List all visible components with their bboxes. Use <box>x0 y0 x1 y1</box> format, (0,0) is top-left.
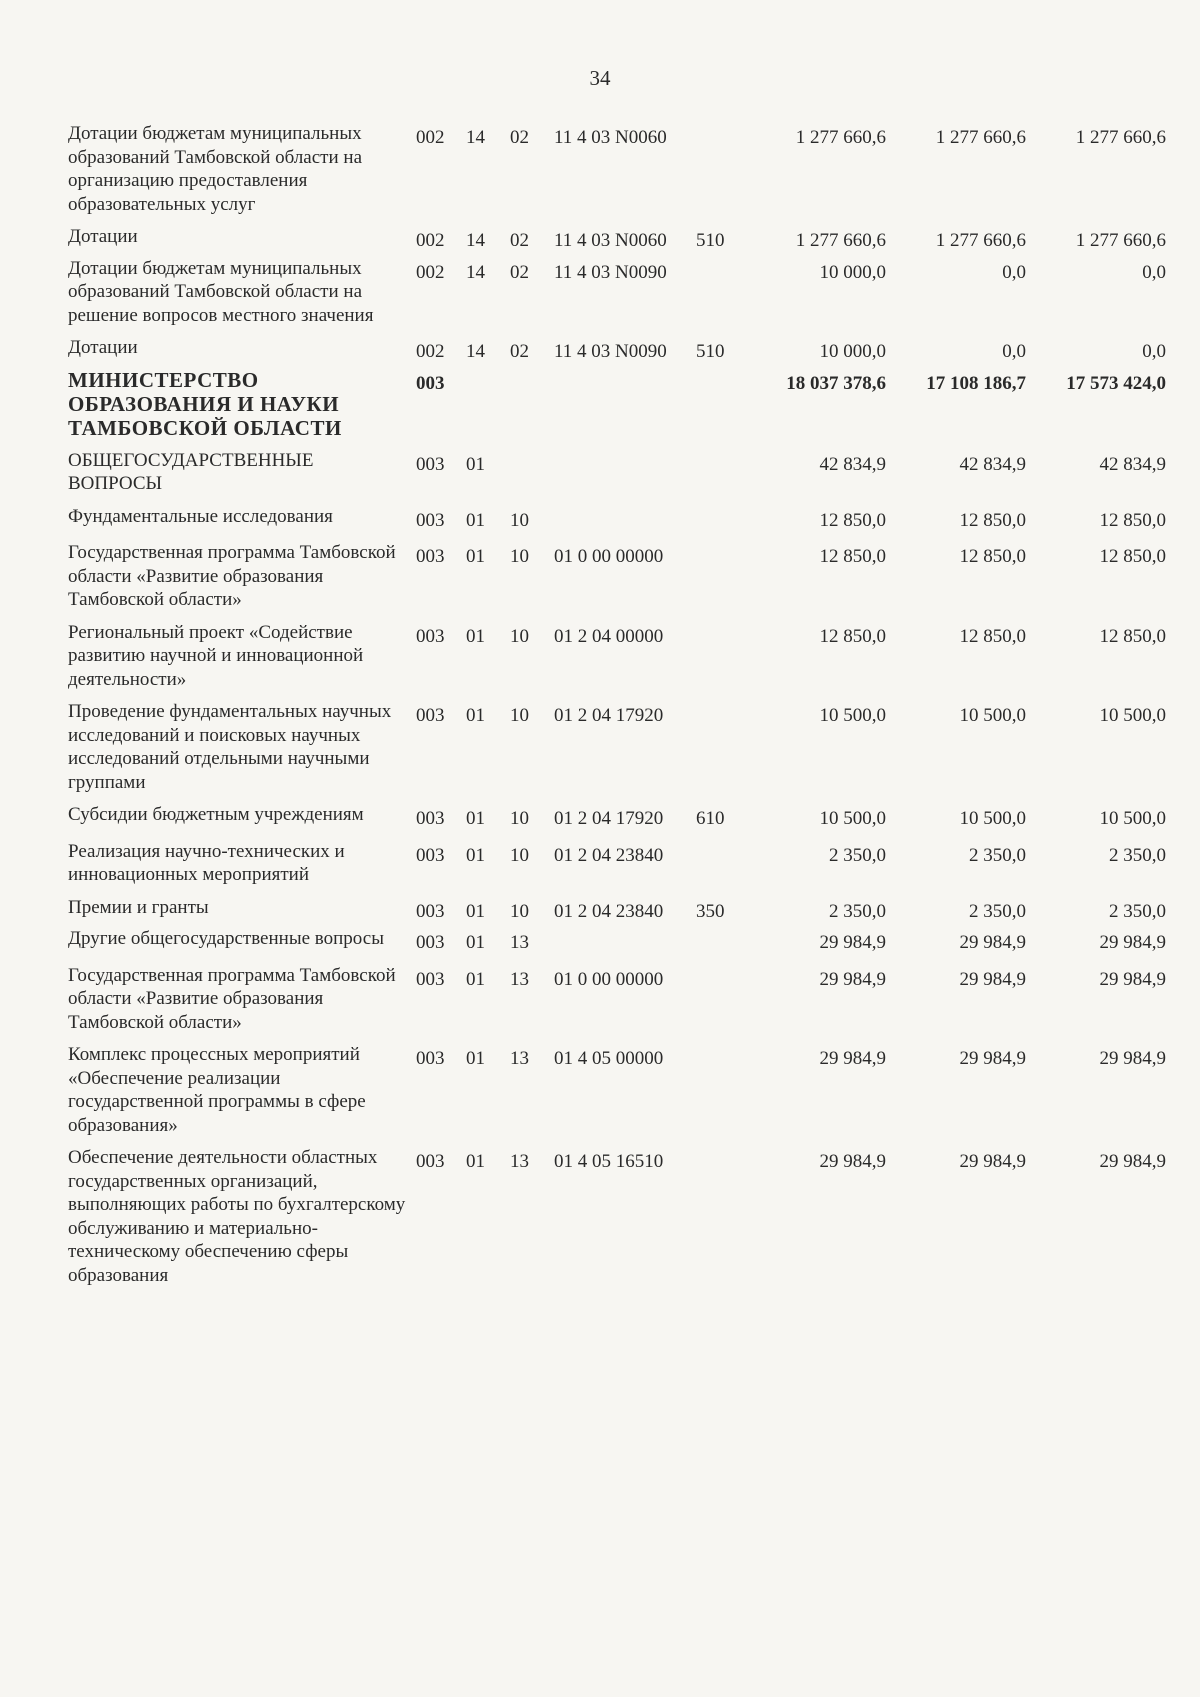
row-target-article: 01 2 04 00000 <box>554 625 664 647</box>
row-grbs: 002 <box>416 230 445 251</box>
row-target-article <box>554 449 696 505</box>
row-section: 14 <box>466 230 485 251</box>
row-section: 01 <box>466 932 485 953</box>
row-target-article: 11 4 03 N0090 <box>554 261 667 283</box>
row-amount-3: 1 277 660,6 <box>1075 230 1166 251</box>
row-grbs: 003 <box>416 546 445 567</box>
row-amount-2: 12 850,0 <box>959 625 1026 647</box>
row-grbs: 003 <box>416 968 445 990</box>
row-amount-1: 18 037 378,6 <box>786 372 886 394</box>
row-amount-3: 2 350,0 <box>1109 900 1166 922</box>
row-amount-1: 29 984,9 <box>819 932 886 953</box>
row-amount-3: 12 850,0 <box>1099 546 1166 567</box>
row-amount-2: 2 350,0 <box>969 900 1026 922</box>
row-amount-1: 10 500,0 <box>819 808 886 829</box>
row-subsection <box>510 368 554 449</box>
row-amount-3: 0,0 <box>1142 341 1166 362</box>
budget-table <box>68 122 1166 1296</box>
table-row <box>68 621 1166 701</box>
row-name: МИНИСТЕРСТВО ОБРАЗОВАНИЯ И НАУКИ ТАМБОВСКОЙ ОБЛАСТИ <box>68 367 342 440</box>
row-name: ОБЩЕГОСУДАРСТВЕННЫЕ ВОПРОСЫ <box>68 449 314 494</box>
table-row <box>68 1043 1166 1146</box>
row-target-article <box>554 505 696 542</box>
row-grbs: 003 <box>416 509 445 531</box>
row-amount-1: 29 984,9 <box>819 1151 886 1172</box>
row-amount-1: 12 850,0 <box>819 625 886 647</box>
row-amount-1: 10 000,0 <box>819 261 886 283</box>
row-amount-2: 0,0 <box>1002 341 1026 362</box>
row-subsection: 10 <box>510 546 529 567</box>
row-target-article: 01 2 04 17920 <box>554 705 664 726</box>
row-name: Государственная программа Тамбовской области «Развитие образования Тамбовской области» <box>68 964 396 1033</box>
row-section: 01 <box>466 625 485 647</box>
row-section: 01 <box>466 1048 485 1069</box>
row-subsection: 10 <box>510 844 529 866</box>
row-amount-1: 2 350,0 <box>829 844 886 866</box>
row-section: 01 <box>466 968 485 990</box>
row-grbs: 003 <box>416 625 445 647</box>
row-amount-3: 29 984,9 <box>1099 932 1166 953</box>
row-amount-1: 2 350,0 <box>829 900 886 922</box>
row-grbs: 003 <box>416 808 445 829</box>
row-target-article: 11 4 03 N0060 <box>554 230 667 251</box>
row-target-article: 11 4 03 N0060 <box>554 127 667 148</box>
row-expense-type <box>696 621 746 701</box>
row-amount-2: 17 108 186,7 <box>926 372 1026 394</box>
row-amount-2: 10 500,0 <box>959 705 1026 726</box>
row-amount-2: 29 984,9 <box>959 932 1026 953</box>
row-subsection <box>510 449 554 505</box>
row-section: 14 <box>466 261 485 283</box>
row-section: 01 <box>466 509 485 531</box>
row-amount-3: 17 573 424,0 <box>1066 372 1166 394</box>
row-amount-2: 42 834,9 <box>959 453 1026 475</box>
row-target-article: 01 0 00 00000 <box>554 968 664 990</box>
row-amount-1: 1 277 660,6 <box>795 127 886 148</box>
table-row <box>68 803 1166 840</box>
table-row-ministry <box>68 368 1166 449</box>
row-section <box>466 368 510 449</box>
row-grbs: 003 <box>416 1151 445 1172</box>
row-amount-3: 42 834,9 <box>1099 453 1166 475</box>
table-row <box>68 700 1166 803</box>
row-amount-2: 0,0 <box>1002 261 1026 283</box>
row-expense-type <box>696 505 746 542</box>
row-section: 01 <box>466 1151 485 1172</box>
row-amount-3: 29 984,9 <box>1099 968 1166 990</box>
row-section: 01 <box>466 844 485 866</box>
row-subsection: 10 <box>510 705 529 726</box>
row-expense-type <box>696 1043 746 1146</box>
row-grbs: 003 <box>416 1048 445 1069</box>
row-section: 01 <box>466 546 485 567</box>
row-name: Фундаментальные исследования <box>68 505 333 527</box>
table-row <box>68 964 1166 1044</box>
row-target-article: 01 2 04 23840 <box>554 900 664 922</box>
row-name: Дотации бюджетам муниципальных образований Тамбовской области на организацию предоставления образовательных услуг <box>68 123 362 215</box>
row-section: 01 <box>466 453 485 475</box>
row-grbs: 002 <box>416 341 445 362</box>
row-expense-type <box>696 449 746 505</box>
row-name: Дотации <box>68 337 138 358</box>
row-amount-3: 29 984,9 <box>1099 1048 1166 1069</box>
page-number: 34 <box>589 66 611 90</box>
row-target-article: 01 2 04 17920 <box>554 808 664 829</box>
row-subsection: 13 <box>510 968 529 990</box>
row-amount-3: 10 500,0 <box>1099 808 1166 829</box>
row-amount-2: 1 277 660,6 <box>935 230 1026 251</box>
row-expense-type <box>696 1146 746 1296</box>
row-target-article: 01 4 05 16510 <box>554 1151 664 1172</box>
row-name: Дотации бюджетам муниципальных образований Тамбовской области на решение вопросов местного значения <box>68 257 374 326</box>
table-row <box>68 927 1166 964</box>
row-grbs: 003 <box>416 453 445 475</box>
row-amount-3: 0,0 <box>1142 261 1166 283</box>
row-grbs: 002 <box>416 127 445 148</box>
row-expense-type <box>696 927 746 964</box>
row-amount-1: 12 850,0 <box>819 546 886 567</box>
row-name: Премии и гранты <box>68 896 209 918</box>
row-subsection: 13 <box>510 1151 529 1172</box>
row-subsection: 10 <box>510 808 529 829</box>
row-grbs: 003 <box>416 932 445 953</box>
row-grbs: 002 <box>416 261 445 283</box>
table-row <box>68 336 1166 368</box>
row-subsection: 10 <box>510 900 529 922</box>
row-subsection: 02 <box>510 127 529 148</box>
row-amount-1: 42 834,9 <box>819 453 886 475</box>
row-subsection: 02 <box>510 261 529 283</box>
row-expense-type <box>696 257 746 337</box>
row-name: Обеспечение деятельности областных государственных организаций, выполняющих работы по бухгалтерскому обслуживанию и материально-техническому обеспечению сферы образования <box>68 1147 406 1286</box>
row-amount-2: 2 350,0 <box>969 844 1026 866</box>
row-subsection: 02 <box>510 230 529 251</box>
row-amount-3: 2 350,0 <box>1109 844 1166 866</box>
table-row <box>68 541 1166 621</box>
row-expense-type <box>696 840 746 896</box>
row-amount-2: 29 984,9 <box>959 1151 1026 1172</box>
table-row <box>68 257 1166 337</box>
row-subsection: 02 <box>510 341 529 362</box>
row-name: Другие общегосударственные вопросы <box>68 928 384 949</box>
row-section: 14 <box>466 341 485 362</box>
table-row <box>68 840 1166 896</box>
row-grbs: 003 <box>416 705 445 726</box>
row-section: 01 <box>466 900 485 922</box>
table-row <box>68 122 1166 225</box>
row-name: Дотации <box>68 226 138 247</box>
row-amount-3: 12 850,0 <box>1099 625 1166 647</box>
table-row <box>68 505 1166 542</box>
row-expense-type: 510 <box>696 230 725 251</box>
row-amount-2: 29 984,9 <box>959 968 1026 990</box>
row-target-article: 01 0 00 00000 <box>554 546 664 567</box>
row-target-article: 01 2 04 23840 <box>554 844 664 866</box>
row-amount-1: 12 850,0 <box>819 509 886 531</box>
row-amount-1: 29 984,9 <box>819 968 886 990</box>
row-name: Реализация научно-технических и инновационных мероприятий <box>68 840 345 885</box>
row-target-article <box>554 927 696 964</box>
row-expense-type <box>696 541 746 621</box>
row-section: 14 <box>466 127 485 148</box>
row-amount-1: 29 984,9 <box>819 1048 886 1069</box>
row-subsection: 13 <box>510 932 529 953</box>
row-subsection: 10 <box>510 625 529 647</box>
row-name: Региональный проект «Содействие развитию научной и инновационной деятельности» <box>68 621 364 690</box>
table-row <box>68 1146 1166 1296</box>
row-expense-type: 350 <box>696 900 725 922</box>
row-target-article: 11 4 03 N0090 <box>554 341 667 362</box>
row-name: Государственная программа Тамбовской области «Развитие образования Тамбовской области» <box>68 542 396 610</box>
row-section: 01 <box>466 808 485 829</box>
row-amount-2: 1 277 660,6 <box>935 127 1026 148</box>
row-amount-3: 10 500,0 <box>1099 705 1166 726</box>
table-row <box>68 225 1166 257</box>
row-amount-1: 10 500,0 <box>819 705 886 726</box>
row-amount-2: 10 500,0 <box>959 808 1026 829</box>
row-expense-type <box>696 122 746 225</box>
row-subsection: 13 <box>510 1048 529 1069</box>
row-amount-1: 1 277 660,6 <box>795 230 886 251</box>
row-subsection: 10 <box>510 509 529 531</box>
table-row <box>68 449 1166 505</box>
row-name: Комплекс процессных мероприятий «Обеспечение реализации государственной программы в сфере образования» <box>68 1044 366 1136</box>
row-amount-2: 29 984,9 <box>959 1048 1026 1069</box>
row-target-article: 01 4 05 00000 <box>554 1048 664 1069</box>
row-expense-type <box>696 964 746 1044</box>
row-grbs: 003 <box>416 844 445 866</box>
row-grbs: 003 <box>416 372 445 394</box>
row-target-article <box>554 368 696 449</box>
row-amount-2: 12 850,0 <box>959 546 1026 567</box>
row-amount-3: 29 984,9 <box>1099 1151 1166 1172</box>
row-expense-type <box>696 700 746 803</box>
table-row <box>68 896 1166 928</box>
row-expense-type: 510 <box>696 341 725 362</box>
row-name: Проведение фундаментальных научных исследований и поисковых научных исследований отдельными научными группами <box>68 701 392 793</box>
row-expense-type <box>696 368 746 449</box>
row-amount-3: 12 850,0 <box>1099 509 1166 531</box>
row-expense-type: 610 <box>696 808 725 829</box>
row-amount-1: 10 000,0 <box>819 341 886 362</box>
row-amount-2: 12 850,0 <box>959 509 1026 531</box>
row-amount-3: 1 277 660,6 <box>1075 127 1166 148</box>
row-grbs: 003 <box>416 900 445 922</box>
row-section: 01 <box>466 705 485 726</box>
row-name: Субсидии бюджетным учреждениям <box>68 804 364 825</box>
